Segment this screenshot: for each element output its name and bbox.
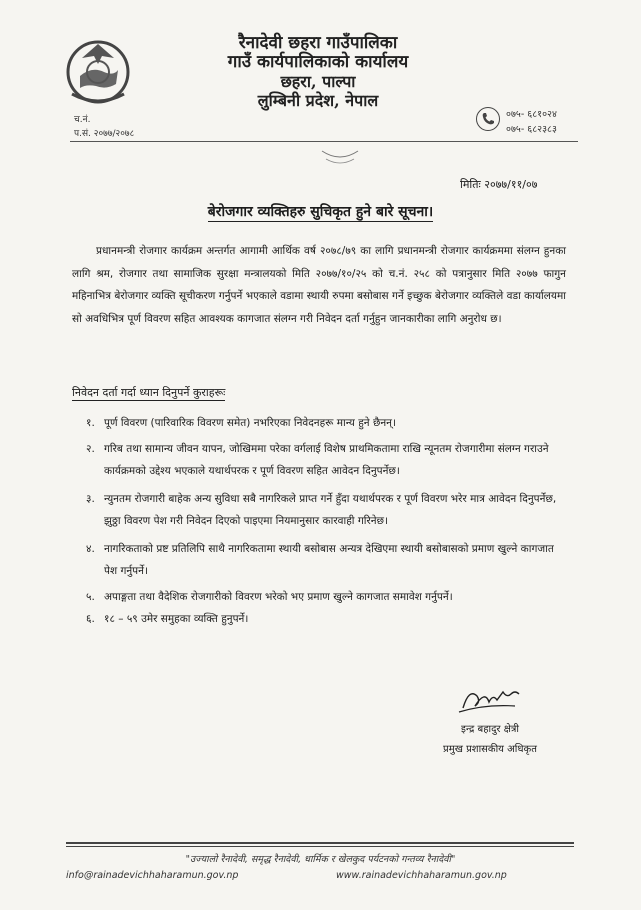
item-number: १. bbox=[86, 417, 95, 429]
letter-subject bbox=[0, 202, 641, 221]
item-text: न्युनतम रोजगारी बाहेक अन्य सुविधा सबै नागरिकले प्राप्त गर्ने हुँदा यथार्थपरक र पूर्ण विवरण भरेर मात्र आवेदन दिनुपर्नेछ, झुठ्ठा विवरण पेश गरी निवेदन दिएको पाइएमा नियमानुसार कारवाही गरिनेछ। bbox=[104, 493, 557, 527]
letter-date: मितिः २०७७/११/०७ bbox=[460, 178, 538, 191]
org-office: गाउँ कार्यपालिकाको कार्यालय bbox=[227, 52, 409, 72]
footer-divider-thick bbox=[66, 842, 574, 844]
nepal-emblem-icon bbox=[62, 34, 134, 106]
letter-body: प्रधानमन्त्री रोजगार कार्यक्रम अन्तर्गत आगामी आर्थिक वर्ष २०७८/७९ का लागि प्रधानमन्त्री रोजगार कार्यक्रममा संलग्न हुनका लागि श्रम, रोजगार तथा सामाजिक सुरक्षा मन्त्रालयको मिति २०७७/१०/२५ को च.नं. २५८ को पत्रानुसार मिति २०७७ फागुन महिनाभित्र बेरोजगार व्यक्ति सूचीकरण गर्नुपर्ने भएकाले वडामा स्थायी रुपमा बसोबास गर्ने इच्छुक बेरोजगार व्यक्तिले वडा कार्यालयमा सो अवधिभित्र पूर्ण विवरण सहित आवश्यक कागजात संलग्न गरी निवेदन दर्ता गर्नुहुन जानकारीका लागि अनुरोध छ। bbox=[72, 245, 566, 325]
fiscal-year: प.सं. २०७७/२०७८ bbox=[74, 129, 135, 139]
item-number: ३. bbox=[86, 493, 95, 505]
list-item bbox=[72, 488, 566, 532]
item-text: नागरिकताको प्रष्ट प्रतिलिपि साथै नागरिकतामा स्थायी बसोबास अन्यत्र देखिएमा स्थायी बसोबासको प्रमाण खुल्ने कागजात पेश गर्नुपर्ने। bbox=[104, 543, 554, 577]
reference-block bbox=[74, 113, 134, 141]
org-location: छहरा, पाल्पा bbox=[280, 72, 356, 91]
org-province: लुम्बिनी प्रदेश, नेपाल bbox=[257, 91, 379, 110]
org-name: रैनादेवी छहरा गाउँपालिका bbox=[238, 33, 398, 53]
footer-email[interactable]: info@rainadevichhaharamun.gov.np bbox=[66, 870, 239, 881]
item-number: ६. bbox=[86, 613, 95, 625]
item-text: अपाङ्गता तथा वैदेशिक रोजगारीको विवरण भरेको भए प्रमाण खुल्ने कागजात समावेश गर्नुपर्ने। bbox=[104, 591, 453, 603]
signatory-block bbox=[420, 720, 560, 760]
organization-header bbox=[208, 34, 428, 110]
footer-website[interactable]: www.rainadevichhaharamun.gov.np bbox=[336, 870, 507, 881]
item-number: २. bbox=[86, 443, 95, 455]
phone-number-1: ०७५- ६८१०२४ bbox=[506, 109, 557, 120]
list-item bbox=[72, 412, 566, 434]
header-divider bbox=[70, 141, 578, 142]
list-item bbox=[72, 586, 566, 608]
list-item bbox=[72, 538, 566, 582]
list-item bbox=[72, 438, 566, 482]
subject-text: बेरोजगार व्यक्तिहरु सुचिकृत हुने बारे सूचना। bbox=[207, 204, 434, 220]
received-stamp bbox=[320, 147, 360, 167]
list-item bbox=[72, 608, 566, 630]
signature-mark bbox=[455, 682, 525, 718]
signatory-name: इन्द्र बहादुर क्षेत्री bbox=[461, 724, 519, 735]
item-text: १८ – ५९ उमेर समुहका व्यक्ति हुनुपर्ने। bbox=[104, 613, 249, 625]
item-text: पूर्ण विवरण (पारिवारिक विवरण समेत) नभरिएका निवेदनहरू मान्य हुने छैनन्। bbox=[104, 417, 396, 429]
footer-divider-thin bbox=[66, 846, 574, 847]
phone-icon bbox=[476, 107, 500, 131]
footer-slogan: "उज्यालो रैनादेवी, समृद्ध रैनादेवी, धार्मिक र खेलकुद पर्यटनको गन्तव्य रैनादेवी" bbox=[185, 854, 456, 865]
phone-number-2: ०७५- ६८२३८३ bbox=[506, 124, 557, 135]
requirements-list bbox=[72, 412, 566, 630]
ref-number-label: च.नं. bbox=[74, 115, 91, 125]
item-number: ४. bbox=[86, 543, 95, 555]
phone-numbers bbox=[506, 107, 557, 137]
item-text: गरिब तथा सामान्य जीवन यापन, जोखिममा परेका वर्गलाई विशेष प्राथमिकतामा राखि न्यूनतम रोजगारीमा संलग्न गराउने कार्यक्रमको उद्देश्य भएकाले यथार्थपरक र पूर्ण विवरण सहित आवेदन दिनुपर्नेछ। bbox=[104, 443, 549, 477]
signatory-title: प्रमुख प्रशासकीय अधिकृत bbox=[443, 744, 537, 755]
list-heading: निवेदन दर्ता गर्दा ध्यान दिनुपर्ने कुराहरूः bbox=[72, 386, 226, 399]
item-number: ५. bbox=[86, 591, 95, 603]
